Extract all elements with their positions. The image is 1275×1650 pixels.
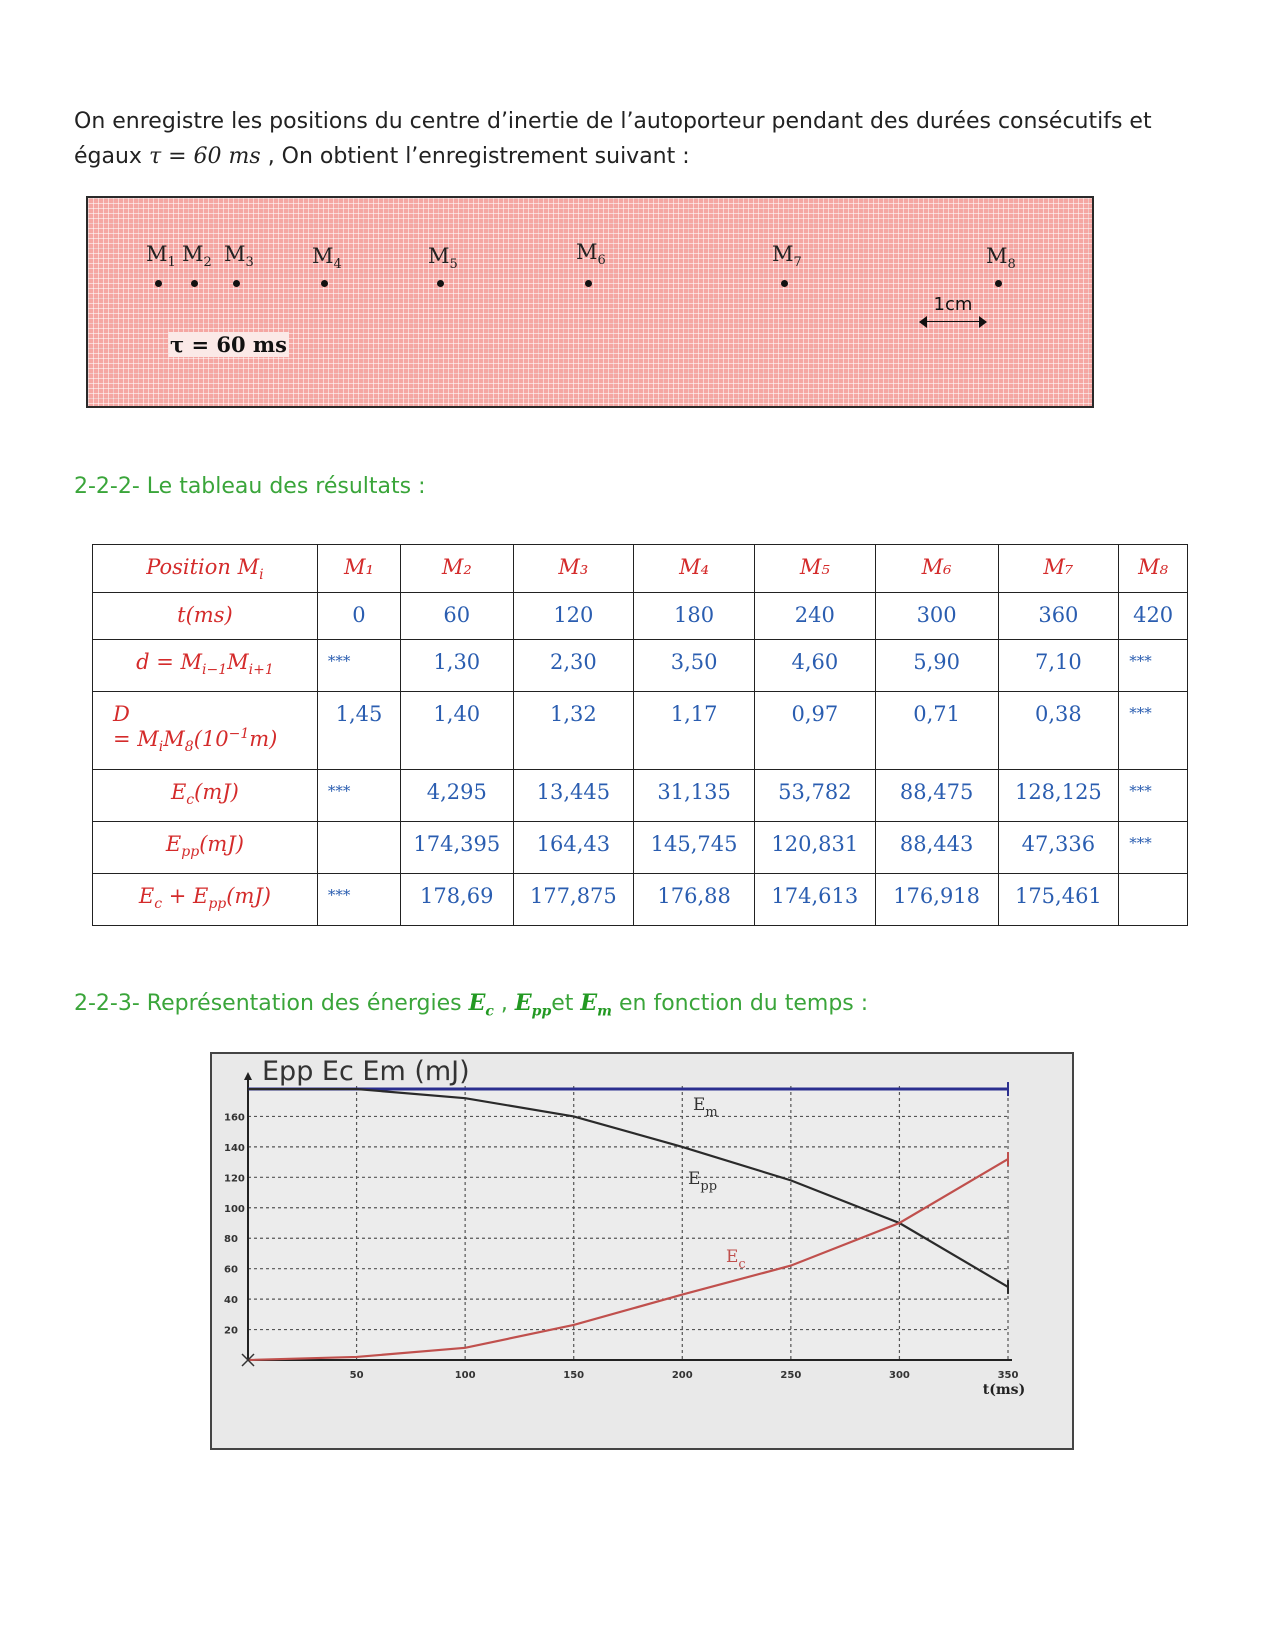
y-tick-label: 120 (224, 1173, 245, 1185)
y-tick-label: 40 (224, 1295, 238, 1307)
cell: *** (1119, 770, 1188, 822)
symbol-Ec: $E_c$ (468, 990, 494, 1020)
point-label-m6: $M_6$ (576, 240, 606, 269)
cell-header: M₄ (634, 545, 755, 593)
y-tick-label: 100 (224, 1203, 245, 1215)
y-tick-label: 60 (224, 1264, 238, 1276)
cell-header: M₆ (875, 545, 998, 593)
cell: 176,918 (875, 874, 998, 926)
x-tick-label: 250 (780, 1370, 802, 1381)
section-energy-title-start: 2-2-3- Représentation des énergies (74, 991, 469, 1016)
point-dot (437, 280, 444, 287)
intro-line-1: On enregistre les positions du centre d’inertie de l’autoporteur pendant des durées consécutifs et (74, 109, 1152, 134)
row-header-D: D = $M_iM_8(10^{-1}m)$ (93, 692, 318, 770)
cell: 300 (875, 593, 998, 640)
row-header-d: $d = M_{i-1}M_{i+1}$ (93, 640, 318, 692)
x-tick-label: 100 (454, 1370, 476, 1381)
cell: 360 (998, 593, 1119, 640)
y-tick-label: 80 (224, 1234, 238, 1246)
cell: *** (1119, 822, 1188, 874)
x-tick-label: 200 (671, 1370, 693, 1381)
point-dot (995, 280, 1002, 287)
x-tick-label: 50 (349, 1370, 364, 1381)
cell: 3,50 (634, 640, 755, 692)
point-dot (585, 280, 592, 287)
point-dot (233, 280, 240, 287)
cell: 1,32 (513, 692, 634, 770)
intro-line-2-end: , On obtient l’enregistrement suivant : (267, 144, 690, 169)
title-separator: , (493, 991, 515, 1016)
symbol-Em: $E_m$ (580, 990, 612, 1020)
x-tick-label: 300 (888, 1370, 910, 1381)
cell: 0,38 (998, 692, 1119, 770)
energy-chart-svg (212, 1054, 1072, 1448)
cell: 4,60 (754, 640, 875, 692)
point-dot (155, 280, 162, 287)
scale-arrow-icon (920, 315, 986, 329)
row-header-Epp: $E_{pp}(mJ)$ (93, 822, 318, 874)
cell (1119, 874, 1188, 926)
row-header-Em: $E_c + E_{pp}(mJ)$ (93, 874, 318, 926)
recording-tape (86, 196, 1094, 408)
row-header-Ec: $E_c(mJ)$ (93, 770, 318, 822)
point-label-m8: $M_8$ (986, 244, 1016, 273)
x-tick-label: 350 (997, 1370, 1019, 1381)
cell: 164,43 (513, 822, 634, 874)
table-row-d (93, 640, 1188, 692)
point-dot (321, 280, 328, 287)
tau-equation: τ = 60 (148, 144, 222, 169)
point-label-m7: $M_7$ (772, 242, 802, 271)
point-label-m5: $M_5$ (428, 244, 458, 273)
cell: 1,45 (317, 692, 400, 770)
cell: 2,30 (513, 640, 634, 692)
table-row-position (93, 545, 1188, 593)
cell: 180 (634, 593, 755, 640)
tau-unit: ms (228, 144, 261, 169)
cell: 0 (317, 593, 400, 640)
point-label-m4: $M_4$ (312, 244, 342, 273)
cell: 176,88 (634, 874, 755, 926)
results-table (92, 544, 1188, 926)
cell-header: M₂ (401, 545, 513, 593)
section-results-title: 2-2-2- Le tableau des résultats : (74, 474, 426, 499)
cell: 0,97 (754, 692, 875, 770)
table-row-Ec (93, 770, 1188, 822)
section-energy-title-end: en fonction du temps : (612, 991, 869, 1016)
y-axis-arrow-icon (244, 1072, 252, 1080)
cell: 178,69 (401, 874, 513, 926)
cell: 1,30 (401, 640, 513, 692)
table-row-D (93, 692, 1188, 770)
title-et: et (551, 991, 581, 1016)
cell: *** (317, 640, 400, 692)
cell: 5,90 (875, 640, 998, 692)
y-tick-label: 160 (224, 1112, 245, 1124)
cell: 120,831 (754, 822, 875, 874)
curve-label-ec: $E_c$ (726, 1247, 746, 1272)
cell: 88,443 (875, 822, 998, 874)
cell: *** (1119, 692, 1188, 770)
cell: 0,71 (875, 692, 998, 770)
row-header-time: t(ms) (93, 593, 318, 640)
intro-line-2-start: égaux (74, 144, 149, 169)
intro-text (74, 104, 1214, 174)
cell: 88,475 (875, 770, 998, 822)
x-axis-label: t(ms) (982, 1382, 1026, 1398)
cell: 420 (1119, 593, 1188, 640)
point-dot (191, 280, 198, 287)
cell: 174,613 (754, 874, 875, 926)
point-label-m3: $M_3$ (224, 242, 254, 271)
scale-label: 1cm (933, 294, 973, 315)
cell: 13,445 (513, 770, 634, 822)
scale-bar (920, 294, 986, 329)
cell: 145,745 (634, 822, 755, 874)
point-label-m2: $M_2$ (182, 242, 212, 271)
table-row-Em (93, 874, 1188, 926)
cell-header: M₈ (1119, 545, 1188, 593)
curve-label-epp: $E_{pp}$ (688, 1169, 718, 1194)
cell: 1,17 (634, 692, 755, 770)
symbol-Epp: $E_{pp}$ (514, 990, 552, 1020)
point-label-m1: $M_1$ (146, 242, 176, 271)
cell-header: M₁ (317, 545, 400, 593)
cell: 240 (754, 593, 875, 640)
tau-label: τ = 60 ms (170, 332, 287, 357)
cell: 177,875 (513, 874, 634, 926)
curve-label-em: $E_m$ (693, 1095, 718, 1120)
cell: 1,40 (401, 692, 513, 770)
cell-header: M₇ (998, 545, 1119, 593)
cell: 53,782 (754, 770, 875, 822)
cell-header: M₅ (754, 545, 875, 593)
cell: *** (1119, 640, 1188, 692)
cell: 4,295 (401, 770, 513, 822)
cell-header: M₃ (513, 545, 634, 593)
cell: 31,135 (634, 770, 755, 822)
cell: 120 (513, 593, 634, 640)
y-tick-label: 140 (224, 1142, 245, 1154)
cell (317, 822, 400, 874)
cell: *** (317, 770, 400, 822)
cell: 128,125 (998, 770, 1119, 822)
cell: 175,461 (998, 874, 1119, 926)
cell: 174,395 (401, 822, 513, 874)
cell: 60 (401, 593, 513, 640)
row-header-position: Position $M_i$ (93, 545, 318, 593)
plot-area (248, 1086, 1008, 1360)
x-tick-label: 150 (563, 1370, 585, 1381)
section-energy-title (74, 990, 868, 1019)
chart-title: Epp Ec Em (mJ) (262, 1056, 470, 1087)
y-tick-label: 20 (224, 1325, 238, 1337)
energy-chart (210, 1052, 1074, 1450)
cell: *** (317, 874, 400, 926)
table-row-Epp (93, 822, 1188, 874)
table-row-time (93, 593, 1188, 640)
cell: 7,10 (998, 640, 1119, 692)
cell: 47,336 (998, 822, 1119, 874)
point-dot (781, 280, 788, 287)
intro-line-2 (74, 139, 1214, 174)
